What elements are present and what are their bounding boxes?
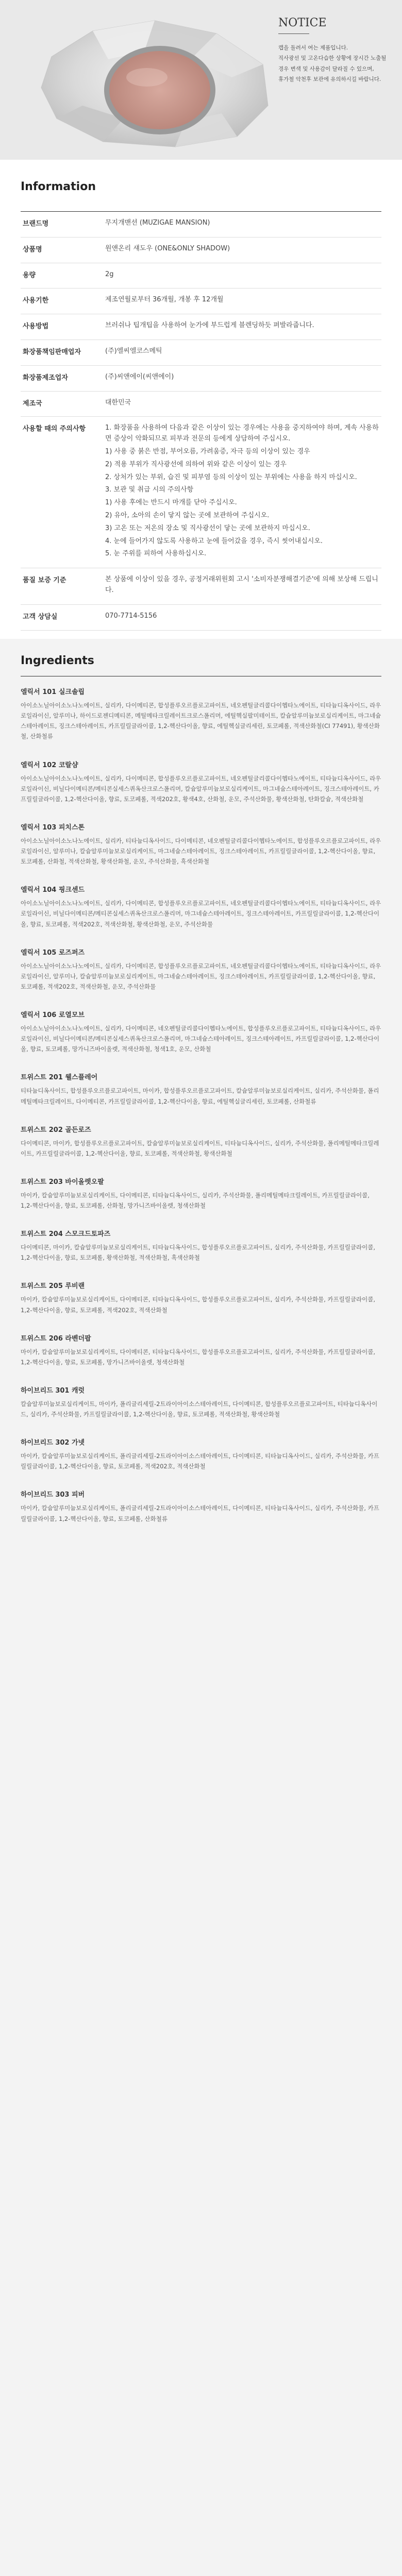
info-value bbox=[105, 269, 381, 282]
info-key: 화장품제조업자 bbox=[23, 374, 68, 382]
info-value-line: 본 상품에 이상이 있을 경우, 공정거래위원회 고시 '소비자분쟁해결기준'에 의해 보상해 드립니다. bbox=[105, 575, 378, 594]
info-key: 브랜드명 bbox=[23, 220, 49, 228]
notice-line-2: 직사광선 및 고온다습한 상황에 장시간 노출될 bbox=[278, 55, 387, 62]
info-value-line: (주)엘씨엘코스메틱 bbox=[105, 347, 162, 355]
ingredient-text: 마이카, 칼슘알루미늄보로실리케이트, 폴리글리세릴-2트라이아이소스테아레이트, 다이메티콘, 티타늄디옥사이드, 실리카, 주석산화물, 카프릴릴글라이콜, 1,2-헥산다이올, 향료, 토코페롤, 산화철류 bbox=[21, 1504, 379, 1522]
ingredient-text: 아이소노닐아이소노나노에이트, 실리카, 다이메티콘, 합성플루오르플로고파이트, 네오펜틸글리콜다이헵타노에이트, 티타늄디옥사이드, 라우로일라이신, 비닐다이메티콘/메티콘실세스퀴옥산크로스폴리머, 칼슘알루미늄보로실리케이트, 마그네슘스테아레이트, 징크스테아레이트, 카프릴릴글라이콜, 1,2-헥산다이올, 향료, 토코페롤, 적색202호, 황색4호, 산화철, 운모, 주석산화물, 황색산화철, 탄화칼슘, 적색산화철 bbox=[21, 774, 381, 803]
ingredient-text: 티타늄디옥사이드, 합성플루오르플로고파이트, 마이카, 합성플루오르플로고파이트, 칼슘알루미늄보로실리케이트, 실리카, 주석산화물, 폴리메틸메타크릴레이트, 다이메티콘, 카프릴릴글라이콜, 1,2-헥산다이올, 향료, 에틸헥실글리세린, 토코페롤, 산화철류 bbox=[21, 1087, 379, 1105]
ingredient-item bbox=[21, 1009, 381, 1054]
info-row-country bbox=[21, 392, 381, 417]
ingredient-text: 마이카, 칼슘알루미늄보로실리케이트, 다이메티콘, 티타늄디옥사이드, 실리카, 주석산화물, 폴리메틸메타크릴레이트, 카프릴릴글라이콜, 1,2-헥산다이올, 향료, 토코페롤, 산화철, 망가니즈바이올렛, 청색산화철 bbox=[21, 1191, 370, 1209]
info-value-line: 대한민국 bbox=[105, 398, 131, 406]
ingredient-name: 엘릭서 104 핑크센드 bbox=[21, 886, 85, 894]
ingredient-text: 다이메티콘, 마이카, 합성플루오르플로고파이트, 칼슘알루미늄보로실리케이트, 티타늄디옥사이드, 실리카, 주석산화물, 폴리메틸메타크릴레이트, 카프릴릴글라이콜, 1,2-헥산다이올, 향료, 토코페롤, 적색산화철, 황색산화철 bbox=[21, 1139, 379, 1157]
ingredient-name: 트위스트 203 바이올렛오팔 bbox=[21, 1178, 104, 1186]
info-value-line: 2) 유아, 소아의 손이 닿지 않는 곳에 보관하여 주십시오. bbox=[105, 511, 270, 519]
info-value bbox=[105, 320, 381, 333]
info-row-brand bbox=[21, 212, 381, 238]
ingredient-name: 엘릭서 103 피치스톤 bbox=[21, 823, 85, 832]
ingredient-name: 트위스트 206 라벤더팝 bbox=[21, 1334, 91, 1343]
notice-line-4: 휴가철 악천후 보관에 유의하시길 바랍니다. bbox=[278, 76, 381, 83]
ingredients-title: Ingredients bbox=[21, 654, 94, 667]
ingredient-text: 마이카, 칼슘알루미늄보로실리케이트, 폴리글리세릴-2트라이아이소스테아레이트, 다이메티콘, 티타늄디옥사이드, 실리카, 주석산화물, 카프릴릴글라이콜, 1,2-헥산다이올, 향료, 토코페롤, 적색202호, 적색산화철 bbox=[21, 1452, 379, 1470]
ingredients-list bbox=[21, 686, 381, 1541]
ingredient-name: 하이브리드 303 피버 bbox=[21, 1491, 85, 1499]
ingredient-item bbox=[21, 1333, 381, 1367]
info-key: 고객 상담실 bbox=[23, 613, 58, 621]
ingredient-text: 칼슘알루미늄보로실리케이트, 마이카, 폴리글리세릴-2트라이아이소스테아레이트, 다이메티콘, 합성플루오르플로고파이트, 티타늄디옥사이드, 실리카, 주석산화물, 카프릴릴글라이콜, 1,2-헥산다이올, 향료, 토코페롤, 적색산화철, 황색산화철 bbox=[21, 1400, 378, 1418]
info-value bbox=[105, 398, 381, 411]
info-row-usage bbox=[21, 314, 381, 340]
ingredient-name: 엘릭서 102 코랄샴 bbox=[21, 761, 78, 769]
info-value bbox=[105, 423, 381, 562]
ingredient-name: 엘릭서 106 로열모브 bbox=[21, 1011, 85, 1019]
info-value bbox=[105, 574, 381, 598]
info-value-line: 무지개맨션 (MUZIGAE MANSION) bbox=[105, 219, 210, 227]
ingredient-name: 트위스트 201 웰스플레어 bbox=[21, 1074, 98, 1082]
info-value bbox=[105, 218, 381, 231]
ingredient-item bbox=[21, 884, 381, 929]
ingredient-text: 마이카, 칼슘알루미늄보로실리케이트, 다이메티콘, 티타늄디옥사이드, 합성플루오르플로고파이트, 실리카, 주석산화물, 카프릴릴글라이콜, 1,2-헥산다이올, 향료, 토코페롤, 적색202호, 적색산화철 bbox=[21, 1296, 376, 1314]
info-value-line: 3. 보관 및 취급 시의 주의사항 bbox=[105, 486, 194, 494]
ingredient-item bbox=[21, 686, 381, 742]
info-key: 제조국 bbox=[23, 399, 42, 408]
ingredient-item bbox=[21, 1228, 381, 1263]
ingredient-item bbox=[21, 947, 381, 992]
info-key: 사용방법 bbox=[23, 323, 49, 331]
info-row-expiry bbox=[21, 289, 381, 314]
info-value-line: 5. 눈 주위를 피하여 사용하십시오. bbox=[105, 550, 207, 558]
ingredient-text: 아이소노닐아이소노나노에이트, 실리카, 티타늄디옥사이드, 다이메티콘, 네오펜틸글리콜다이헵타노에이트, 합성플루오르플로고파이트, 라우로일라이신, 알루미나, 칼슘알루미늄보로실리케이트, 마그네슘스테아레이트, 징크스테아레이트, 카프릴릴글라이콜, 1,2-헥산다이올, 향료, 토코페롤, 산화철, 적색산화철, 황색산화철, 운모, 주석산화물, 흑색산화철 bbox=[21, 837, 381, 866]
top-banner bbox=[0, 0, 402, 160]
info-key: 품질 보증 기준 bbox=[23, 577, 66, 585]
info-row-capacity bbox=[21, 263, 381, 289]
info-value-line: 1) 사용 중 붉은 반점, 부어오름, 가려움증, 자극 등의 이상이 있는 경우 bbox=[105, 447, 310, 455]
ingredient-name: 트위스트 202 골든로즈 bbox=[21, 1126, 91, 1134]
ingredient-item bbox=[21, 759, 381, 804]
ingredient-item bbox=[21, 1176, 381, 1211]
info-value-line: 3) 고온 또는 저온의 장소 및 직사광선이 닿는 곳에 보관하지 마십시오. bbox=[105, 524, 310, 532]
ingredient-item bbox=[21, 822, 381, 867]
info-row-customer-center bbox=[21, 605, 381, 631]
info-value-line: 1. 화장품을 사용하여 다음과 같은 이상이 있는 경우에는 사용을 중지하여야 하며, 계속 사용하면 증상이 악화되므로 피부과 전문의 등에게 상담하여 주십시오. bbox=[105, 424, 379, 443]
ingredient-name: 하이브리드 301 캐럿 bbox=[21, 1386, 85, 1395]
info-value-line: 070-7714-5156 bbox=[105, 612, 157, 620]
information-title: Information bbox=[21, 180, 96, 193]
ingredient-text: 마이카, 칼슘알루미늄보로실리케이트, 다이메티콘, 티타늄디옥사이드, 합성플루오르플로고파이트, 실리카, 주석산화물, 카프릴릴글라이콜, 1,2-헥산다이올, 향료, 토코페롤, 망가니즈바이올렛, 청색산화철 bbox=[21, 1348, 376, 1366]
ingredient-item bbox=[21, 1072, 381, 1106]
info-value-line: 브러쉬나 팁개팁을 사용하여 눈가에 부드럽게 블렌딩하듯 펴발라줍니다. bbox=[105, 321, 314, 330]
info-value bbox=[105, 611, 381, 624]
ingredient-item bbox=[21, 1437, 381, 1471]
info-value-line: 2. 상처가 있는 부위, 습진 및 피부염 등의 이상이 있는 부위에는 사용을 하지 마십시오. bbox=[105, 473, 357, 481]
info-row-product-name bbox=[21, 238, 381, 263]
ingredient-text: 아이소노닐아이소노나노에이트, 실리카, 다이메티콘, 합성플루오르플로고파이트, 네오펜틸글리콜다이헵타노에이트, 티타늄디옥사이드, 라우로일라이신, 비닐다이메티콘/메티콘실세스퀴옥산크로스폴리머, 마그네슘스테아레이트, 징크스테아레이트, 카프릴릴글라이콜, 1,2-헥산다이올, 향료, 토코페롤, 적색202호, 적색산화철, 황색산화철, 운모, 주석산화물 bbox=[21, 900, 381, 928]
ingredient-text: 아이소노닐아이소노나노에이트, 실리카, 다이메티콘, 합성플루오르플로고파이트, 네오펜틸글리콜다이헵타노에이트, 티타늄디옥사이드, 라우로일라이신, 알루미나, 하이드로젠디메티콘, 메틸메타크릴레이트크로스폴리머, 에틸헥실팔미테이트, 칼슘알루미늄보로실리케이트, 마그네슘스테아레이트, 징크스테아레이트, 카프릴릴글라이콜, 1,2-헥산다이올, 향료, 에틸헥실글리세린, 토코페롤, 적색산화철(CI 77491), 황색산화철, 산화철류 bbox=[21, 702, 381, 740]
info-value-line: 4. 눈에 들어가지 않도록 사용하고 눈에 들어갔을 경우, 즉시 씻어내십시오. bbox=[105, 537, 323, 545]
ingredients-section bbox=[0, 639, 402, 2576]
info-value-line: 1) 사용 후에는 반드시 마개를 닫아 주십시오. bbox=[105, 499, 237, 507]
notice-line-1: 캡을 돌려서 여는 제품입니다. bbox=[278, 45, 348, 51]
notice-line-3: 경우 변색 및 사용감이 달라질 수 있으며, bbox=[278, 65, 374, 72]
ingredient-name: 트위스트 205 루비랜 bbox=[21, 1282, 85, 1291]
info-row-manufacturer bbox=[21, 366, 381, 392]
ingredient-name: 하이브리드 302 가넷 bbox=[21, 1439, 85, 1447]
ingredient-name: 엘릭서 105 로즈퍼즈 bbox=[21, 948, 85, 957]
info-row-quality bbox=[21, 568, 381, 605]
info-key: 사용할 때의 주의사항 bbox=[23, 425, 86, 433]
ingredient-item bbox=[21, 1385, 381, 1419]
info-value-line: 2) 적용 부위가 직사광선에 의하여 위와 같은 이상이 있는 경우 bbox=[105, 460, 287, 468]
notice-text bbox=[278, 43, 392, 84]
ingredient-item bbox=[21, 1280, 381, 1315]
ingredient-item bbox=[21, 1489, 381, 1523]
info-value bbox=[105, 244, 381, 257]
ingredient-item bbox=[21, 1124, 381, 1159]
ingredient-name: 엘릭서 101 실크솔립 bbox=[21, 688, 85, 696]
info-key: 상품명 bbox=[23, 245, 42, 253]
ingredient-text: 다이메티콘, 마이카, 칼슘알루미늄보로실리케이트, 티타늄디옥사이드, 합성플루오르플로고파이트, 실리카, 주석산화물, 카프릴릴글라이콜, 1,2-헥산다이올, 향료, 토코페롤, 황색산화철, 적색산화철, 흑색산화철 bbox=[21, 1244, 376, 1262]
info-value bbox=[105, 346, 381, 359]
notice-divider bbox=[278, 33, 309, 34]
info-key: 사용기한 bbox=[23, 297, 49, 305]
information-table bbox=[21, 211, 381, 631]
info-key: 화장품책임판매업자 bbox=[23, 348, 81, 356]
information-section bbox=[0, 170, 402, 623]
notice-box bbox=[278, 16, 392, 150]
info-row-seller bbox=[21, 340, 381, 366]
ingredient-text: 아이소노닐아이소노나노에이트, 실리카, 다이메티콘, 네오펜틸글리콜다이헵타노에이트, 합성플루오르플로고파이트, 티타늄디옥사이드, 라우로일라이신, 비닐다이메티콘/메티콘실세스퀴옥산크로스폴리머, 마그네슘스테아레이트, 징크스테아레이트, 카프릴릴글라이콜, 1,2-헥산다이올, 향료, 토코페롤, 망가니즈바이올렛, 적색산화철, 청색1호, 운모, 산화철 bbox=[21, 1025, 381, 1053]
info-value bbox=[105, 372, 381, 385]
info-value-line: 2g bbox=[105, 270, 114, 278]
info-value bbox=[105, 295, 381, 308]
info-row-cautions bbox=[21, 417, 381, 568]
ingredient-name: 트위스트 204 스모크드토파즈 bbox=[21, 1230, 111, 1239]
info-value-line: 제조연월로부터 36개월, 개봉 후 12개월 bbox=[105, 296, 224, 304]
info-key: 용량 bbox=[23, 271, 36, 279]
info-value-line: 원앤온리 섀도우 (ONE&ONLY SHADOW) bbox=[105, 244, 230, 252]
notice-title: NOTICE bbox=[278, 16, 327, 29]
info-value-line: (주)씨앤에이(씨앤에이) bbox=[105, 372, 174, 381]
compact-product-image bbox=[21, 15, 289, 149]
ingredient-text: 아이소노닐아이소노나노에이트, 실리카, 다이메티콘, 합성플루오르플로고파이트, 네오펜틸글리콜다이헵타노에이트, 티타늄디옥사이드, 라우로일라이신, 알루미나, 칼슘알루미늄보로실리케이트, 마그네슘스테아레이트, 징크스테아레이트, 카프릴릴글라이콜, 1,2-헥산다이올, 향료, 토코페롤, 적색202호, 적색산화철, 운모, 주석산화물 bbox=[21, 962, 381, 990]
